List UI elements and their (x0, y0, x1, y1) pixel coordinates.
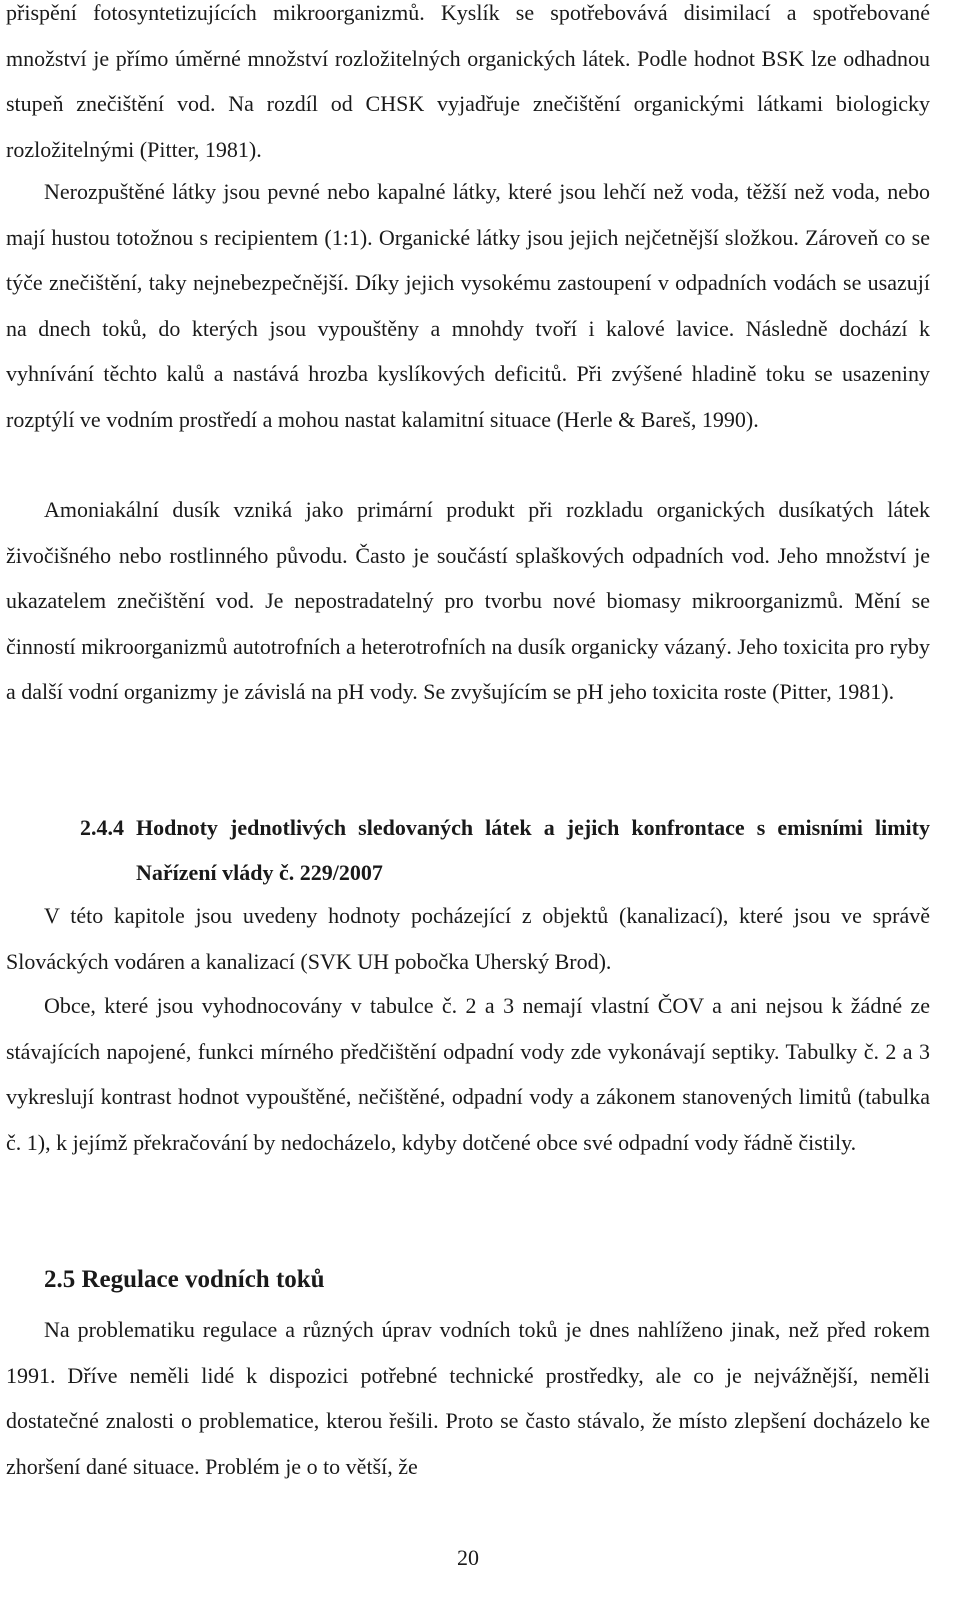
document-page (6, 0, 930, 1610)
paragraph-chapter-intro: V této kapitole jsou uvedeny hodnoty pocházející z objektů (kanalizací), které jsou ve správě Slováckých vodáren a kanalizací (SVK UH pobočka Uherský Brod). (6, 903, 930, 974)
paragraph-river-regulation: Na problematiku regulace a různých úprav vodních toků je dnes nahlíženo jinak, než před rokem 1991. Dříve neměli lidé k dispozici potřebné technické prostředky, ale co je nejvážnější, neměli dostatečné znalosti o problematice, kterou řešili. Proto se často stávalo, že místo zlepšení docházelo ke zhoršení dané situace. Problém je o to větší, že (6, 1317, 930, 1479)
paragraph-bsk-continuation: přispění fotosyntetizujících mikroorganizmů. Kyslík se spotřebovává disimilací a spotřebované množství je přímo úměrné množství rozložitelných organických látek. Podle hodnot BSK lze odhadnou stupeň znečištění vod. Na rozdíl od CHSK vyjadřuje znečištění organickými látkami biologicky rozložitelnými (Pitter, 1981). (6, 0, 930, 162)
section-title: Hodnoty jednotlivých sledovaných látek a jejich konfrontace s emisními limity Nařízení vlády č. 229/2007 (136, 815, 930, 885)
section-number: 2.4.4 (80, 815, 124, 840)
section-heading-2-5: 2.5 Regulace vodních toků (44, 1266, 325, 1293)
paragraph-suspended-solids: Nerozpuštěné látky jsou pevné nebo kapalné látky, které jsou lehčí než voda, těžší než voda, nebo mají hustou totožnou s recipientem (1:1). Organické látky jsou jejich nejčetnější složkou. Zároveň co se týče znečištění, taky nejnebezpečnější. Díky jejich vysokému zastoupení v odpadních vodách se usazují na dnech toků, do kterých jsou vypouštěny a mnohdy tvoří i kalové lavice. Následně dochází k vyhnívání těchto kalů a nastává hrozba kyslíkových deficitů. Při zvýšené hladině toku se usazeniny rozptýlí ve vodním prostředí a mohou nastat kalamitní situace (Herle & Bareš, 1990). (6, 179, 930, 432)
paragraph-ammonium-nitrogen: Amoniakální dusík vzniká jako primární produkt při rozkladu organických dusíkatých látek živočišného nebo rostlinného původu. Často je součástí splaškových odpadních vod. Jeho množství je ukazatelem znečištění vod. Je nepostradatelný pro tvorbu nové biomasy mikroorganizmů. Mění se činností mikroorganizmů autotrofních a heterotrofních na dusík organicky vázaný. Jeho toxicita pro ryby a další vodní organizmy je závislá na pH vody. Se zvyšujícím se pH jeho toxicita roste (Pitter, 1981). (6, 497, 930, 704)
page-number: 20 (457, 1545, 479, 1570)
paragraph-municipalities: Obce, které jsou vyhodnocovány v tabulce č. 2 a 3 nemají vlastní ČOV a ani nejsou k žádné ze stávajících napojené, funkci mírného předčištění odpadní vody zde vykonávají septiky. Tabulky č. 2 a 3 vykreslují kontrast hodnot vypouštěné, nečištěné, odpadní vody a zákonem stanovených limitů (tabulka č. 1), k jejímž překračování by nedocházelo, kdyby dotčené obce své odpadní vody řádně čistily. (6, 993, 930, 1155)
